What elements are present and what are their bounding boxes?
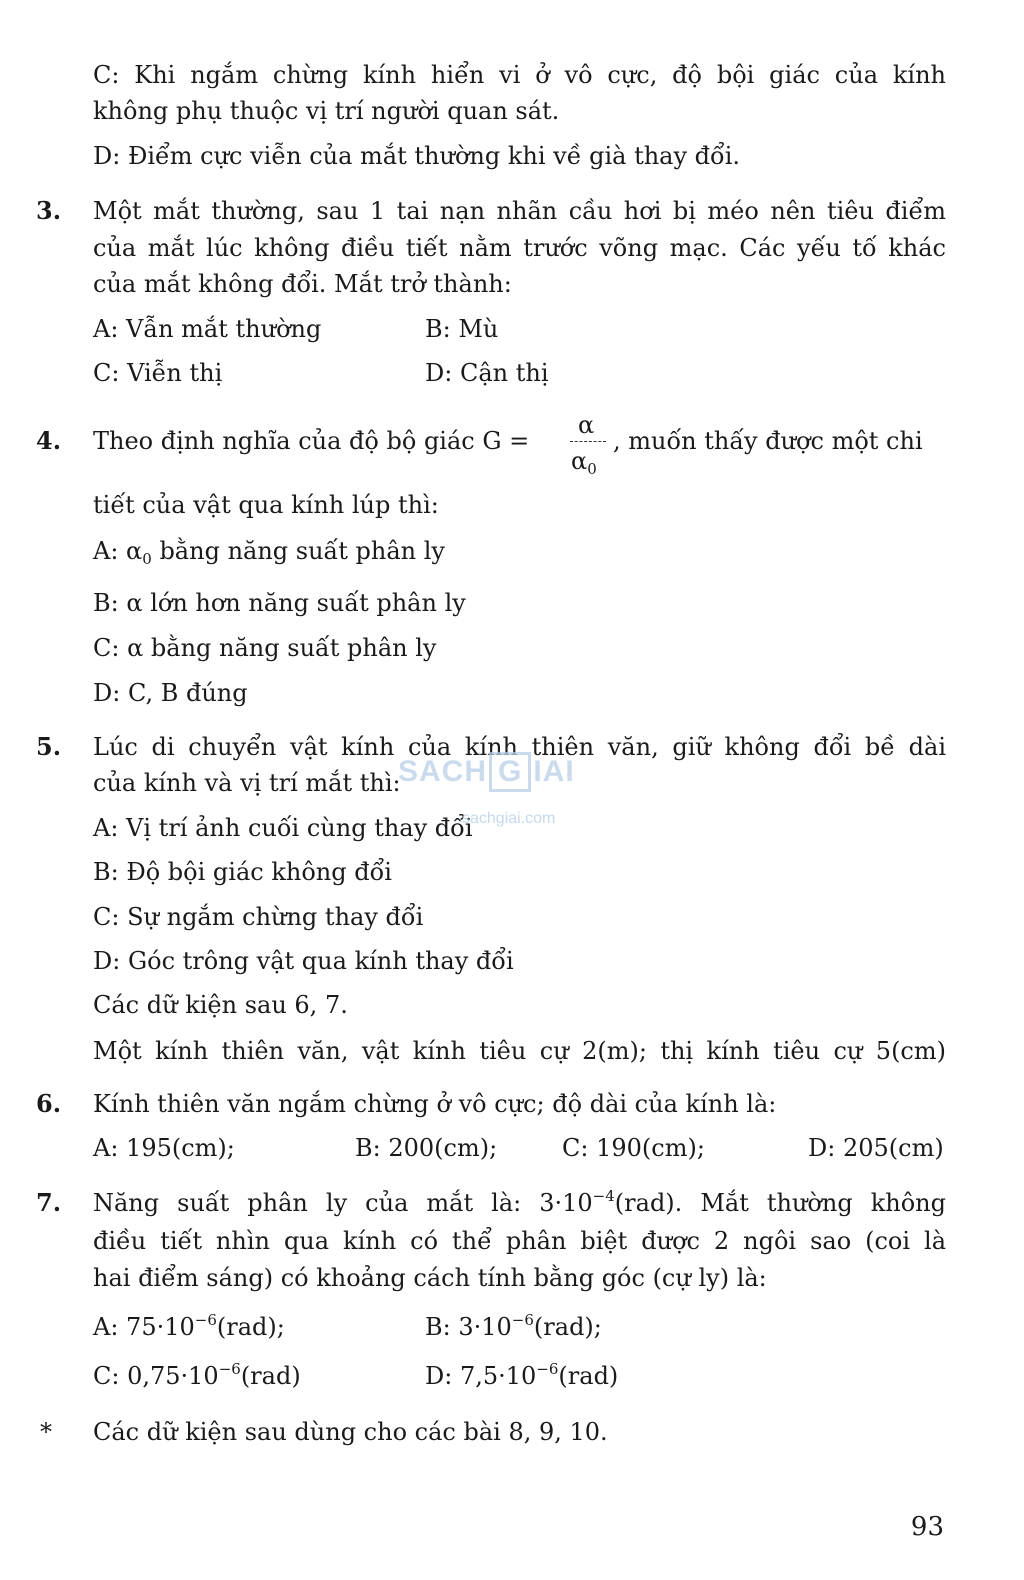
- note-star: *: [40, 1418, 52, 1446]
- question-3-line2: của mắt lúc không điều tiết nằm trước võng mạc. Các yếu tố khác: [93, 234, 946, 262]
- question-3-option-b: B: Mù: [425, 315, 499, 343]
- question-3-line3: của mắt không đổi. Mắt trở thành:: [93, 270, 512, 298]
- note-text: Các dữ kiện sau dùng cho các bài 8, 9, 10.: [93, 1418, 608, 1446]
- option-c-line2: không phụ thuộc vị trí người quan sát.: [93, 97, 560, 125]
- question-7-line2: điều tiết nhìn qua kính có thể phân biệt được 2 ngôi sao (coi là: [93, 1227, 946, 1255]
- question-7-option-c: C: $0,75\cdot 10^{-6}(rad)$: [93, 1360, 301, 1390]
- question-3-number: 3.: [36, 196, 62, 225]
- watermark-logo: SACH G IAI: [398, 752, 575, 792]
- option-c-line1: C: Khi ngắm chừng kính hiển vi ở vô cực, độ bội giác của kính: [93, 61, 946, 89]
- question-3-option-a: A: Vẫn mắt thường: [93, 315, 322, 343]
- question-7-option-d: D: $7,5\cdot 10^{-6}(rad)$: [425, 1360, 619, 1390]
- question-6-option-d: D: 205(cm): [808, 1134, 944, 1162]
- question-7-line3: hai điểm sáng) có khoảng cách tính bằng góc (cự ly) là:: [93, 1264, 767, 1292]
- watermark-url: sachgiai.com: [462, 810, 556, 827]
- data-6-7-text: Một kính thiên văn, vật kính tiêu cự 2(m); thị kính tiêu cự 5(cm): [93, 1037, 946, 1065]
- question-4-option-b: B: α lớn hơn năng suất phân ly: [93, 589, 466, 617]
- question-4-line2: tiết của vật qua kính lúp thì:: [93, 491, 439, 519]
- question-5-option-a: A: Vị trí ảnh cuối cùng thay đổi: [93, 814, 473, 842]
- question-6-line1: Kính thiên văn ngắm chừng ở vô cực; độ dài của kính là:: [93, 1090, 777, 1118]
- question-7-line1: Năng suất phân ly của mắt là: $3\cdot 10^{-4}(rad)$. Mắt thường không: [93, 1187, 946, 1217]
- question-7-option-a: A: $75\cdot 10^{-6}(rad)$;: [93, 1311, 285, 1341]
- question-6-number: 6.: [36, 1089, 62, 1118]
- fraction-numerator: α: [578, 411, 595, 439]
- question-4-line1-pre: Theo định nghĩa của độ bộ giác G =: [93, 427, 530, 455]
- data-6-7-heading: Các dữ kiện sau 6, 7.: [93, 991, 348, 1019]
- question-3-option-d: D: Cận thị: [425, 359, 549, 387]
- fraction-bar: [570, 441, 606, 442]
- question-5-option-d: D: Góc trông vật qua kính thay đổi: [93, 947, 514, 975]
- question-3-option-c: C: Viễn thị: [93, 359, 223, 387]
- question-4-option-c: C: α bằng năng suất phân ly: [93, 634, 437, 662]
- question-5-option-c: C: Sự ngắm chừng thay đổi: [93, 903, 424, 931]
- question-4-line1-post: , muốn thấy được một chi: [613, 427, 923, 455]
- fraction-denominator: $\alpha_0$: [571, 447, 597, 478]
- question-5-number: 5.: [36, 732, 62, 761]
- question-4-option-a: A: $\alpha_0$ bằng năng suất phân ly: [93, 537, 445, 568]
- option-d: D: Điểm cực viễn của mắt thường khi về già thay đổi.: [93, 142, 741, 170]
- question-6-option-b: B: 200(cm);: [355, 1134, 498, 1162]
- question-7-number: 7.: [36, 1188, 62, 1217]
- question-4-option-d: D: C, B đúng: [93, 679, 248, 707]
- question-5-line1: Lúc di chuyển vật kính của kính thiên văn, giữ không đổi bề dài: [93, 733, 946, 761]
- question-5-line2: của kính và vị trí mắt thì:: [93, 769, 401, 797]
- question-7-option-b: B: $3\cdot 10^{-6}(rad)$;: [425, 1311, 602, 1341]
- question-3-line1: Một mắt thường, sau 1 tai nạn nhãn cầu hơi bị méo nên tiêu điểm: [93, 197, 946, 225]
- question-5-option-b: B: Độ bội giác không đổi: [93, 858, 392, 886]
- question-6-option-c: C: 190(cm);: [562, 1134, 705, 1162]
- question-6-option-a: A: 195(cm);: [93, 1134, 235, 1162]
- question-4-number: 4.: [36, 426, 62, 455]
- page-number: 93: [910, 1512, 944, 1542]
